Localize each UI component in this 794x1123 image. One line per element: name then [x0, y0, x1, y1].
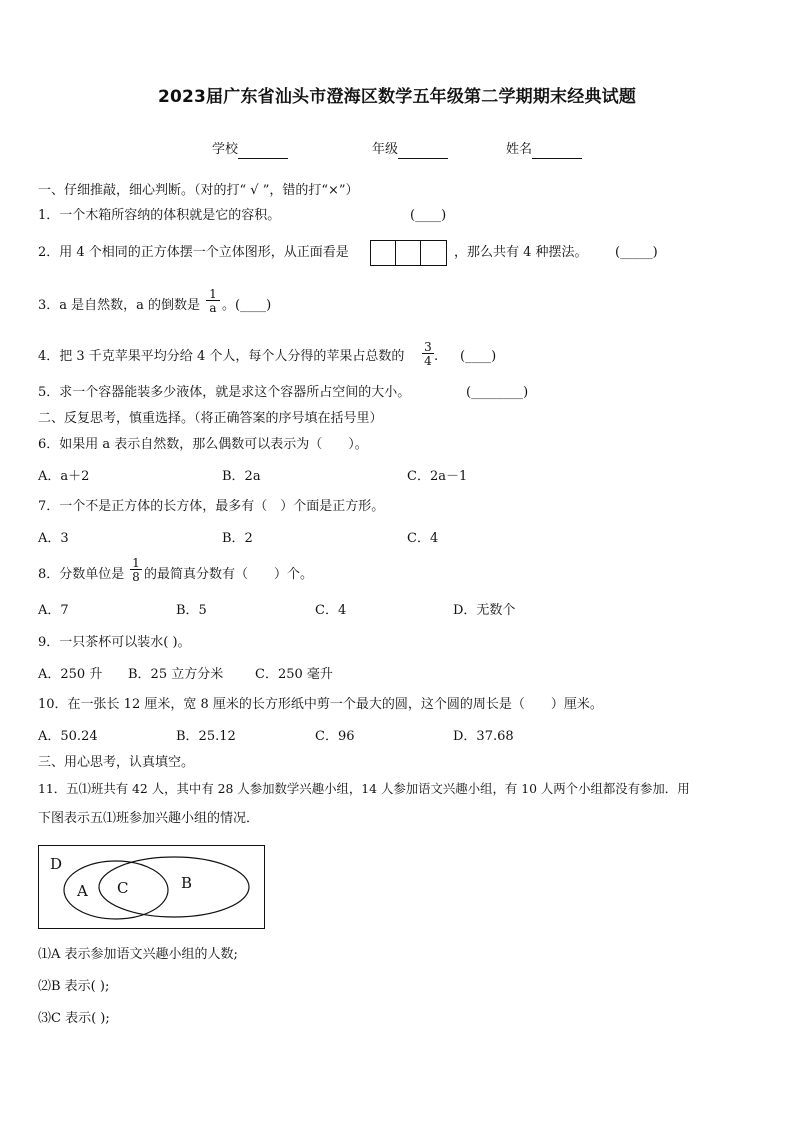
school-field[interactable] [212, 142, 288, 159]
q9-option-c[interactable]: C．250 毫升 [255, 667, 333, 682]
q7-option-a[interactable]: A．3 [38, 531, 69, 546]
grade-blank[interactable] [398, 142, 448, 159]
venn-label-c: C [117, 879, 129, 897]
q1-text: 1．一个木箱所容纳的体积就是它的容积。 [38, 208, 281, 223]
q2-text-b: ，那么共有 4 种摆法。 [454, 245, 588, 260]
q9-option-b[interactable]: B．25 立方分米 [128, 667, 224, 682]
q4-text-b: . [434, 349, 439, 364]
venn-diagram [38, 845, 265, 929]
q8-text-a: 8．分数单位是 [38, 567, 125, 582]
q7-option-b[interactable]: B．2 [222, 531, 253, 546]
q11-line2: 下图表示五⑴班参加兴趣小组的情况． [38, 811, 260, 826]
section3-heading: 三、用心思考，认真填空。 [38, 755, 195, 770]
name-field[interactable] [506, 142, 582, 159]
q11-sub2[interactable]: ⑵B 表示( ); [38, 979, 110, 994]
q6-text: 6．如果用 a 表示自然数，那么偶数可以表示为（ ）。 [38, 437, 368, 452]
q11-sub3[interactable]: ⑶C 表示( ); [38, 1011, 110, 1026]
q4-answer-blank[interactable]: (____) [460, 349, 497, 364]
q4-fraction [422, 341, 434, 367]
q6-option-c[interactable]: C．2a－1 [407, 469, 468, 484]
page-title: 2023届广东省汕头市澄海区数学五年级第二学期期末经典试题 [157, 87, 637, 107]
q4-text-a: 4．把 3 千克苹果平均分给 4 个人，每个人分得的苹果占总数的 [38, 349, 405, 364]
name-blank[interactable] [532, 142, 582, 159]
section1-heading: 一、仔细推敲，细心判断。（对的打“ √ ”，错的打“×”） [38, 183, 359, 198]
q9-text: 9．一只茶杯可以装水( )。 [38, 635, 191, 650]
section2-heading: 二、反复思考，慎重选择。（将正确答案的序号填在括号里） [38, 411, 383, 426]
q8-option-b[interactable]: B．5 [176, 603, 207, 618]
q9-option-a[interactable]: A．250 升 [38, 667, 103, 682]
q1-answer-blank[interactable]: (____) [410, 208, 447, 223]
q3-text-b[interactable]: 。(____) [222, 298, 272, 313]
q8-fraction-numerator: 1 [132, 556, 140, 570]
q3-text-a: 3．a 是自然数，a 的倒数是 [38, 298, 201, 313]
name-label: 姓名 [506, 142, 533, 157]
q10-option-a[interactable]: A．50.24 [38, 729, 98, 744]
q8-fraction [130, 557, 142, 583]
q6-option-b[interactable]: B．2a [222, 469, 261, 484]
q7-option-c[interactable]: C．4 [407, 531, 439, 546]
q10-option-c[interactable]: C．96 [315, 729, 355, 744]
q8-option-d[interactable]: D．无数个 [453, 603, 516, 618]
q8-option-a[interactable]: A．7 [38, 603, 69, 618]
q5-text: 5．求一个容器能装多少液体，就是求这个容器所占空间的大小。 [38, 385, 411, 400]
venn-label-d: D [50, 855, 63, 873]
venn-label-b: B [181, 874, 193, 892]
school-blank[interactable] [238, 142, 288, 159]
q5-answer-blank[interactable]: (________) [466, 385, 529, 400]
q8-text-b: 的最简真分数有（ ）个。 [144, 567, 314, 582]
q10-option-d[interactable]: D．37.68 [453, 729, 514, 744]
q10-text: 10．在一张长 12 厘米，宽 8 厘米的长方形纸中剪一个最大的圆，这个圆的周长是（ ）厘米。 [38, 697, 603, 712]
q4-fraction-denominator: 4 [422, 353, 434, 367]
q11-sub1: ⑴A 表示参加语文兴趣小组的人数; [38, 947, 238, 962]
q3-fraction-numerator: 1 [209, 287, 217, 301]
venn-label-a: A [77, 882, 88, 900]
q8-fraction-denominator: 8 [130, 569, 142, 583]
school-label: 学校 [212, 142, 239, 157]
q3-fraction [206, 288, 220, 314]
grade-field[interactable] [372, 142, 448, 159]
q6-option-a[interactable]: A．a＋2 [38, 469, 90, 484]
q10-option-b[interactable]: B．25.12 [176, 729, 236, 744]
front-view-figure [370, 240, 447, 266]
q11-line1: 11．五⑴班共有 42 人，其中有 28 人参加数学兴趣小组，14 人参加语文兴趣小组，有 10 人两个小组都没有参加．用 [38, 781, 690, 796]
q2-text-a: 2．用 4 个相同的正方体摆一个立体图形，从正面看是 [38, 245, 349, 260]
q4-fraction-numerator: 3 [424, 340, 432, 354]
q2-answer-blank[interactable]: (_____) [615, 245, 658, 260]
grade-label: 年级 [372, 142, 399, 157]
q7-text: 7．一个不是正方体的长方体，最多有（ ）个面是正方形。 [38, 499, 385, 514]
q8-option-c[interactable]: C．4 [315, 603, 347, 618]
q3-fraction-denominator: a [206, 300, 220, 314]
venn-circles [39, 846, 264, 928]
